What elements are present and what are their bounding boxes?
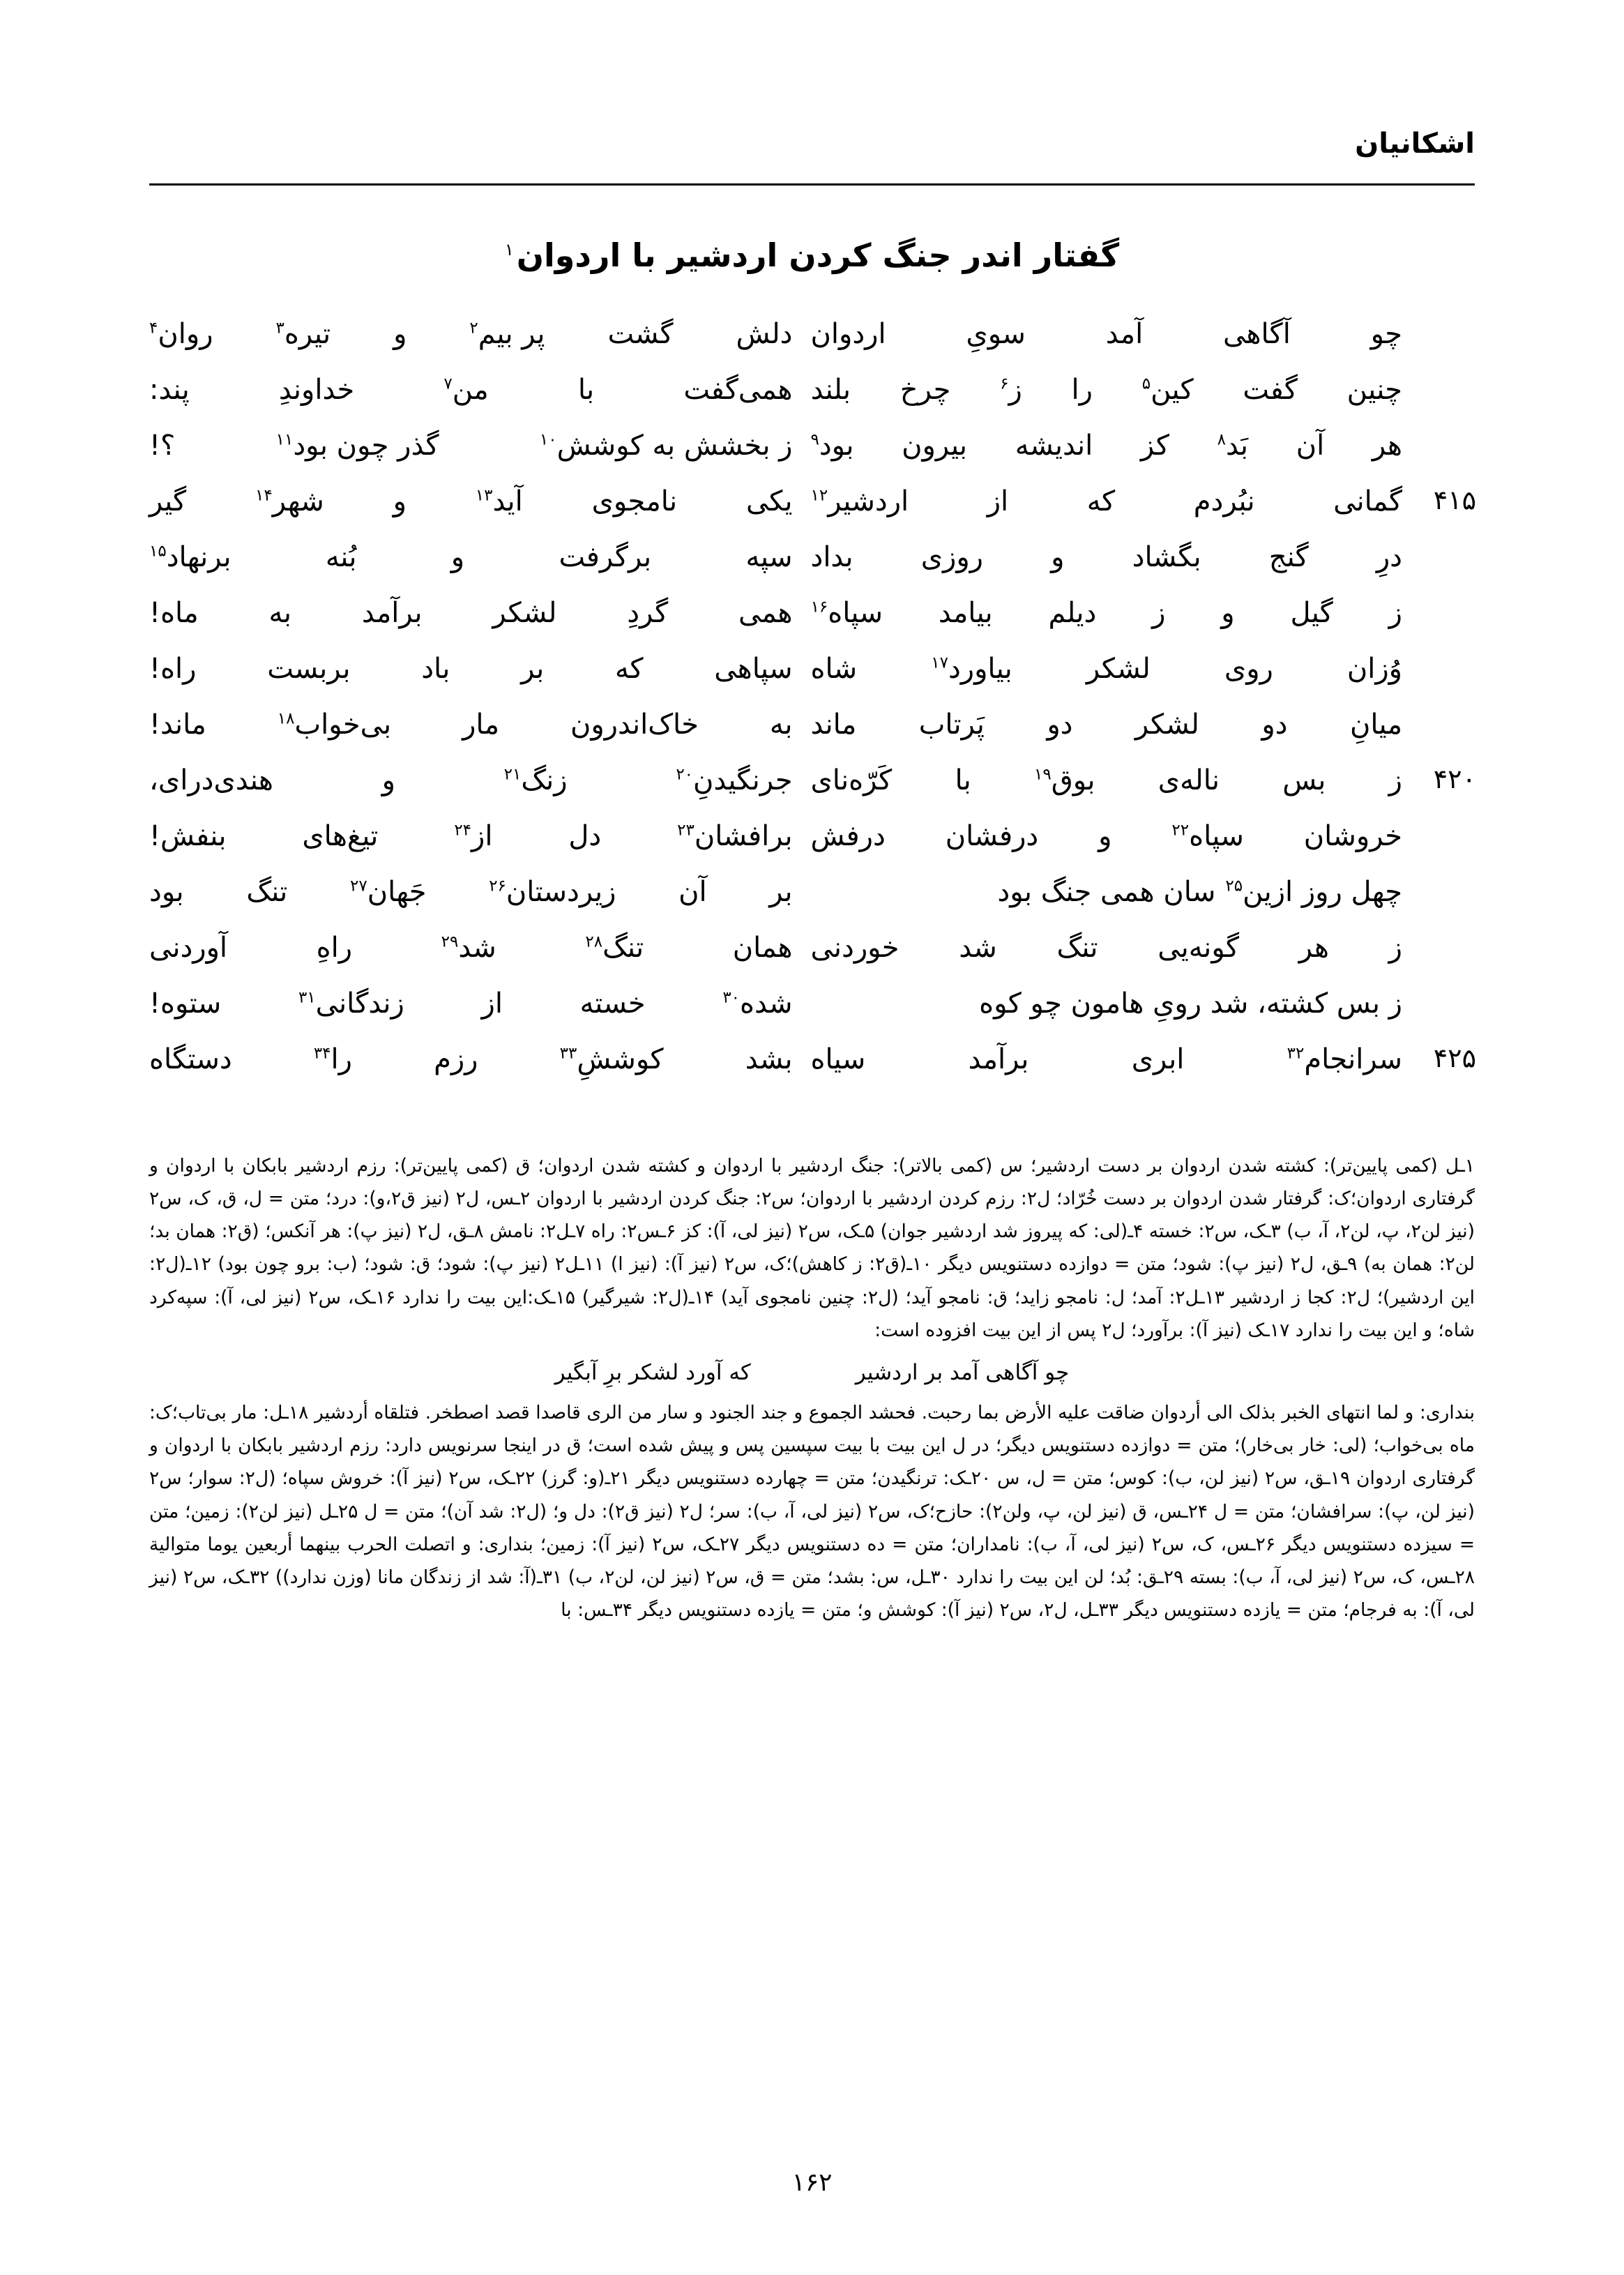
verse-word: راهِ — [316, 932, 353, 964]
verse-word: خسته — [579, 988, 646, 1020]
verse-footnote-marker: ۳ — [275, 319, 284, 338]
verse-word: تنگ$^{۲۸}$ — [585, 932, 644, 964]
inset-verse-hemistich-left: که آورد لشکر برِ آبگیر — [554, 1359, 751, 1385]
verse-footnote-marker: ۳۲ — [1287, 1044, 1305, 1063]
verse-word: گنج — [1268, 541, 1309, 573]
verse-line — [149, 762, 1475, 817]
verse-word: بربست — [267, 653, 351, 685]
verse-word: کَرّه‌نای — [810, 764, 893, 796]
verse-word: و — [1051, 541, 1065, 573]
verse-word: از — [987, 485, 1009, 517]
verse-word: دیلم — [1048, 597, 1097, 629]
chapter-title-text: گفتار اندر جنگ کردن اردشیر با اردوان — [516, 236, 1120, 274]
verse-word: ز — [1388, 932, 1402, 964]
apparatus-paragraph-2: بنداری: و لما انتهای الخبر بذلک الی أردوان ضاقت علیه الأرض بما رحبت. فحشد الجموع و جند الجنود و سار من الری قاصدا قصد اصطخر. فتلقاه أردشیر ۱۸ـل: مار بی‌تاب؛ک: ماه بی‌خواب؛ (لی: خار بی‌خار)؛ متن = دوازده دستنویس دیگر؛ در ل این بیت با بیت سپسین پس و پیش شده است؛ ق در اینجا سرنویس دارد: رزم اردشیر بابکان با اردوان و گرفتاری اردوان ۱۹ـق، س۲ (نیز لن، ب): کوس؛ متن = ل، س ۲۰ـک: ترنگیدن؛ متن = چهارده دستنویس دیگر ۲۱ـ(و: گرز) ۲۲ـک، س۲ (نیز آ): خروش سپاه؛ (ل۲: سوار؛ س۲ (نیز لن، پ): سرافشان؛ متن = ل ۲۴ـس، ق (نیز لن، پ، ولن۲): حازح؛ک، س۲ (نیز لی، آ، ب): سر؛ ل۲ (نیز ق۲): دل و؛ (ل۲: شد آن)؛ متن = ل ۲۵ـل (نیز لن۲): زمین؛ متن = سیزده دستنویس دیگر ۲۶ـس، ک، س۲ (نیز لی، آ، ب): نامداران؛ متن = ده دستنویس دیگر ۲۷ـک، س۲ (نیز آ): زمین؛ بنداری: و اتصلت الحرب بینهما أربعین یوما متوالیة ۲۸ـس، ک، س۲ (نیز لی، آ، ب): بسته ۲۹ـق: بُد؛ لن این بیت را ندارد ۳۰ـل، س: بشد؛ متن = ق، س۲ (نیز لن، لن۲، ب) ۳۱ـ(آ: شد از زندگان مانا (وزن ندارد)) ۳۲ـک، س۲ (نیز لی، آ): به فرجام؛ متن = یازده دستنویس دیگر ۳۳ـل، ل۲، س۲ (نیز آ): کوشش و؛ متن = یازده دستنویس دیگر ۳۴ـس: با — [149, 1402, 1475, 1622]
verse-word: خروشان — [1303, 820, 1402, 852]
verse-line-number: ۴۲۵ — [1433, 1043, 1476, 1073]
verse-word: گردِ — [627, 597, 669, 629]
verse-line — [149, 427, 1475, 483]
verse-line — [149, 483, 1475, 538]
verse-word: ز$^۶$ — [1000, 374, 1022, 406]
verse-footnote-marker: ۲۰ — [676, 765, 694, 784]
verse-word: ز — [1152, 597, 1166, 629]
verse-word: ابری — [1131, 1043, 1185, 1075]
verse-footnote-marker: ۱۲ — [810, 486, 828, 505]
verse-word: سان همی جنگ بود — [997, 876, 1216, 908]
verse-footnote-marker: ۸ — [1217, 430, 1226, 449]
verse-hemistich-right — [793, 929, 1475, 967]
verse-line — [149, 929, 1475, 985]
verse-word: سپاهی — [714, 653, 793, 685]
verse-word: که — [1086, 485, 1116, 517]
verse-word: چنین — [1346, 374, 1402, 406]
verse-word: روی — [1224, 653, 1273, 685]
verse-word: تنگ — [1056, 932, 1098, 964]
verse-word: از$^{۲۴}$ — [454, 820, 493, 852]
verse-footnote-marker: ۱۸ — [277, 709, 295, 728]
verse-line — [149, 538, 1475, 594]
verse-word: ماه! — [149, 597, 199, 629]
verse-footnote-marker: ۱۱ — [275, 430, 294, 449]
verse-footnote-marker: ۱۷ — [931, 653, 948, 672]
verse-footnote-marker: ۲۲ — [1171, 821, 1190, 840]
verse-word: آمد — [1105, 318, 1144, 350]
verse-block — [149, 315, 1475, 1096]
verse-word: هر — [1298, 932, 1329, 964]
critical-apparatus — [149, 1149, 1475, 1626]
verse-word: نبُردم — [1193, 485, 1255, 517]
verse-hemistich-left — [149, 762, 793, 799]
verse-hemistich-right — [793, 538, 1475, 576]
verse-footnote-marker: ۲۸ — [585, 932, 603, 951]
verse-word: ماند! — [149, 709, 206, 741]
verse-word: بداد — [810, 541, 853, 573]
verse-line — [149, 985, 1475, 1041]
verse-hemistich-left — [149, 650, 793, 688]
verse-word: اندیشه — [1015, 430, 1093, 462]
verse-hemistich-left — [149, 315, 793, 353]
verse-line — [149, 1041, 1475, 1096]
verse-word: ماند — [810, 709, 857, 741]
verse-word: زندگانی$^{۳۱}$ — [298, 988, 404, 1020]
apparatus-paragraph-1: ۱ـل (کمی پایین‌تر): کشته شدن اردوان بر دست اردشیر؛ س (کمی بالاتر): جنگ اردشیر با اردوان و کشته شدن اردوان؛ ق (کمی پایین‌تر): رزم اردشیر بابکان با اردوان و گرفتاری اردوان؛ک: گرفتار شدن اردوان بر دست خُرّاد؛ ل۲: رزم کردن اردشیر با اردوان؛ س۲: جنگ کردن اردشیر با اردوان ۲ـس، ل۲ (نیز ق۲،و): درد؛ متن = ل، ق، ک، س۲ (نیز لن۲، پ، لن۲، آ، ب) ۳ـک، س۲: خسته ۴ـ(لی: که پیروز شد اردشیر جوان) ۵ـک، س۲ (نیز لی، آ): کز ۶ـس۲: راه ۷ـل۲: نامش ۸ـق، ل۲ (نیز پ): هر آنکس؛ (ق۲: همان بد؛ لن۲: همان به) ۹ـق، ل۲ (نیز پ): شود؛ متن = دوازده دستنویس دیگر ۱۰ـ(ق۲: ز کاهش)؛ک، س۲ (نیز آ): (نیز ا) ۱۱ـل۲ (نیز پ): شود؛ ق: شود؛ (ب: برو چون بود) ۱۲ـ(ل۲: این اردشیر)؛ ل۲: کجا ز اردشیر ۱۳ـل۲: آمد؛ ل: نامجو زاید؛ ق: نامجو آید؛ (ل۲: چنین نامجوی آید) ۱۴ـ(ل۲: شیرگیر) ۱۵ـک:این بیت را ندارد ۱۶ـک، س۲ (نیز لی، آ): سپه‌کرد شاه؛ و این بیت را ندارد ۱۷ـک (نیز آ): برآورد؛ ل۲ پس از این بیت افزوده است: — [149, 1155, 1475, 1341]
verse-line-number: ۴۱۵ — [1433, 485, 1476, 515]
verse-word: و — [450, 541, 465, 573]
verse-word: من$^۷$ — [443, 374, 489, 406]
verse-word: جرنگیدنِ$^{۲۰}$ — [676, 764, 793, 796]
verse-word: لشکر — [492, 597, 557, 629]
verse-word: درِ — [1376, 541, 1402, 573]
chapter-title-footnote-marker: ۱ — [504, 239, 514, 259]
verse-word: پند: — [149, 374, 190, 406]
verse-word: بی‌خواب$^{۱۸}$ — [277, 709, 392, 741]
verse-word: برگرفت — [559, 541, 652, 573]
verse-word: روزی — [920, 541, 983, 573]
verse-word: و — [381, 764, 395, 796]
verse-hemistich-left — [149, 985, 793, 1022]
verse-word: اردشیر$^{۱۲}$ — [810, 485, 909, 517]
verse-word: ز بخشش به کوشش$^{۱۰}$ — [539, 430, 793, 462]
verse-word: بر — [769, 876, 793, 908]
verse-word: به — [268, 597, 292, 629]
verse-word: سیاه — [810, 1043, 866, 1075]
verse-hemistich-left — [149, 427, 793, 464]
chapter-title — [149, 236, 1475, 276]
verse-word: ز — [1388, 597, 1402, 629]
verse-line-number: ۴۲۰ — [1433, 764, 1476, 794]
verse-word: تیره$^۳$ — [275, 318, 331, 350]
verse-word: چرخ — [900, 374, 951, 406]
verse-word: بنفش! — [149, 820, 227, 852]
verse-word: زنگ$^{۲۱}$ — [503, 764, 568, 796]
verse-word: لشکر — [1134, 709, 1199, 741]
verse-footnote-marker: ۲۴ — [454, 821, 472, 840]
verse-word: گیل — [1290, 597, 1333, 629]
verse-word: به — [769, 709, 793, 741]
verse-word: گیر — [149, 485, 187, 517]
running-header-title: اشکانیان — [1355, 128, 1475, 160]
verse-word: تنگ — [246, 876, 288, 908]
verse-word: برآمد — [968, 1043, 1029, 1075]
verse-word: شد — [959, 932, 997, 964]
verse-footnote-marker: ۱۳ — [475, 486, 493, 505]
verse-word: از — [481, 988, 503, 1020]
verse-word: ناله‌ی — [1158, 764, 1220, 796]
verse-word: کوششِ$^{۳۳}$ — [559, 1043, 664, 1075]
verse-word: و — [1221, 597, 1235, 629]
verse-hemistich-left — [149, 594, 793, 632]
verse-footnote-marker: ۴ — [149, 319, 158, 338]
verse-footnote-marker: ۳۰ — [722, 988, 741, 1007]
verse-word: گفت — [1243, 374, 1298, 406]
verse-line — [149, 315, 1475, 371]
verse-word: برآمد — [361, 597, 423, 629]
verse-word: مار — [462, 709, 500, 741]
verse-word: بَد$^۸$ — [1217, 430, 1249, 462]
verse-word: کز — [1140, 430, 1169, 462]
verse-word: آن — [1296, 430, 1325, 462]
verse-hemistich-right — [793, 985, 1475, 1022]
verse-word: جَهان$^{۲۷}$ — [350, 876, 427, 908]
verse-footnote-marker: ۳۴ — [313, 1044, 331, 1063]
verse-word: پر بیم$^۲$ — [469, 318, 545, 350]
verse-word: دو — [1261, 709, 1288, 741]
verse-word: دلش — [736, 318, 793, 350]
verse-word: همی‌گفت — [683, 374, 793, 406]
verse-hemistich-right — [793, 315, 1475, 353]
verse-footnote-marker: ۱۶ — [810, 598, 828, 617]
verse-hemistich-right — [793, 427, 1475, 464]
verse-word: بوق$^{۱۹}$ — [1034, 764, 1095, 796]
verse-word: ستوه! — [149, 988, 222, 1020]
verse-word: شهر$^{۱۴}$ — [255, 485, 324, 517]
verse-word: را — [1071, 374, 1093, 406]
verse-footnote-marker: ۲۵ — [1225, 877, 1243, 895]
verse-word: درفشان — [945, 820, 1039, 852]
verse-word: شده$^{۳۰}$ — [722, 988, 793, 1020]
verse-word: بلند — [810, 374, 851, 406]
verse-hemistich-left — [149, 483, 793, 520]
verse-word: کین$^۵$ — [1141, 374, 1194, 406]
verse-word: آوردنی — [149, 932, 228, 964]
verse-word: شد$^{۲۹}$ — [441, 932, 496, 964]
verse-footnote-marker: ۱۴ — [255, 486, 273, 505]
verse-word: رزم — [434, 1043, 478, 1075]
verse-footnote-marker: ۳۳ — [559, 1044, 577, 1063]
verse-footnote-marker: ۱۹ — [1034, 765, 1052, 784]
verse-word: گذر چون بود$^{۱۱}$ — [275, 430, 439, 462]
verse-word: گشت — [607, 318, 674, 350]
verse-hemistich-left — [149, 929, 793, 967]
verse-hemistich-left — [149, 706, 793, 743]
verse-word: اردوان — [810, 318, 886, 350]
folio-page-number: ۱۶۲ — [791, 2168, 833, 2197]
verse-line — [149, 594, 1475, 650]
verse-hemistich-left — [149, 538, 793, 576]
verse-word: وُزان — [1346, 653, 1402, 685]
verse-footnote-marker: ۱۰ — [539, 430, 557, 449]
verse-word: بشد — [745, 1043, 793, 1075]
verse-hemistich-right — [793, 762, 1475, 799]
verse-hemistich-right — [793, 371, 1475, 409]
verse-hemistich-right — [793, 1041, 1475, 1078]
verse-word: لشکر — [1086, 653, 1151, 685]
verse-word: دستگاه — [149, 1043, 232, 1075]
verse-word: زیردستان$^{۲۶}$ — [489, 876, 616, 908]
verse-hemistich-right — [793, 483, 1475, 520]
verse-line — [149, 706, 1475, 762]
verse-hemistich-right — [793, 817, 1475, 855]
verse-word: و — [393, 485, 407, 517]
verse-word: آن — [678, 876, 707, 908]
verse-word: خوردنی — [810, 932, 900, 964]
verse-word: بود$^۹$ — [810, 430, 854, 462]
verse-word: نامجوی — [591, 485, 678, 517]
verse-hemistich-right — [793, 594, 1475, 632]
verse-footnote-marker: ۳۱ — [298, 988, 316, 1007]
verse-word: برافشان$^{۲۳}$ — [677, 820, 793, 852]
verse-word: ز — [1388, 764, 1402, 796]
verse-word: چهل روز ازین$^{۲۵}$ — [1225, 876, 1402, 908]
verse-footnote-marker: ۲ — [469, 319, 478, 338]
verse-word: بیامد — [938, 597, 993, 629]
verse-word: پَرتاب — [918, 709, 985, 741]
verse-word: آگاهی — [1223, 318, 1291, 350]
verse-word: آید$^{۱۳}$ — [475, 485, 523, 517]
verse-word: برنهاد$^{۱۵}$ — [149, 541, 232, 573]
inset-verse-hemistich-right: چو آگاهی آمد بر اردشیر — [855, 1359, 1070, 1385]
verse-footnote-marker: ۶ — [1000, 375, 1009, 393]
verse-word: هر — [1372, 430, 1402, 462]
verse-word: سپه — [745, 541, 793, 573]
verse-line — [149, 650, 1475, 706]
verse-word: یکی — [745, 485, 793, 517]
verse-line — [149, 873, 1475, 929]
verse-hemistich-right — [793, 650, 1475, 688]
verse-footnote-marker: ۲۱ — [503, 765, 522, 784]
verse-word: چو — [1370, 318, 1402, 350]
verse-word: تیغ‌های — [302, 820, 379, 852]
apparatus-inset-verse — [149, 1354, 1475, 1392]
verse-footnote-marker: ۵ — [1141, 375, 1151, 393]
verse-word: دو — [1047, 709, 1073, 741]
verse-footnote-marker: ۲۷ — [350, 877, 367, 895]
verse-line — [149, 371, 1475, 427]
verse-hemistich-left — [149, 1041, 793, 1078]
verse-word: بر — [521, 653, 545, 685]
verse-word: خاک‌اندرون — [570, 709, 699, 741]
verse-line — [149, 817, 1475, 873]
verse-word: سویِ — [966, 318, 1026, 350]
verse-word: همان — [732, 932, 793, 964]
verse-word: گونه‌یی — [1158, 932, 1240, 964]
verse-word: میانِ — [1349, 709, 1402, 741]
verse-word: که — [615, 653, 644, 685]
verse-word: شاه — [810, 653, 858, 685]
verse-word: ؟! — [149, 430, 176, 462]
verse-word: بود — [149, 876, 184, 908]
verse-word: با — [955, 764, 971, 796]
header-rule — [149, 183, 1475, 186]
verse-footnote-marker: ۲۹ — [441, 932, 459, 951]
verse-word: سپاه$^{۱۶}$ — [810, 597, 883, 629]
verse-hemistich-left — [149, 371, 793, 409]
verse-word: هندی‌درای، — [149, 764, 273, 796]
verse-word: خداوندِ — [278, 374, 355, 406]
verse-word: راه! — [149, 653, 197, 685]
verse-word: بس — [1282, 764, 1326, 796]
verse-hemistich-left — [149, 873, 793, 911]
verse-word: و — [393, 318, 407, 350]
verse-word: و — [1098, 820, 1112, 852]
verse-hemistich-right — [793, 706, 1475, 743]
verse-word: بیاورد$^{۱۷}$ — [931, 653, 1012, 685]
verse-footnote-marker: ۱۵ — [149, 542, 167, 561]
verse-word: بگشاد — [1132, 541, 1201, 573]
verse-footnote-marker: ۷ — [443, 375, 453, 393]
verse-word: را$^{۳۴}$ — [313, 1043, 352, 1075]
verse-word: با — [577, 374, 595, 406]
verse-word: بُنه — [325, 541, 357, 573]
running-header — [149, 130, 1475, 186]
verse-footnote-marker: ۲۳ — [677, 821, 695, 840]
verse-hemistich-right — [793, 873, 1475, 911]
verse-word: سرانجام$^{۳۲}$ — [1287, 1043, 1402, 1075]
verse-word: باد — [421, 653, 450, 685]
verse-word: ز بس کشته، شد رویِ هامون چو کوه — [979, 988, 1402, 1020]
verse-word: درفش — [810, 820, 886, 852]
verse-word: گمانی — [1333, 485, 1402, 517]
verse-hemistich-left — [149, 817, 793, 855]
verse-word: بیرون — [902, 430, 968, 462]
verse-word: دل — [568, 820, 602, 852]
verse-footnote-marker: ۹ — [810, 430, 819, 449]
verse-word: همی — [738, 597, 793, 629]
verse-footnote-marker: ۲۶ — [489, 877, 506, 895]
verse-word: سپاه$^{۲۲}$ — [1171, 820, 1244, 852]
verse-word: روان$^۴$ — [149, 318, 213, 350]
